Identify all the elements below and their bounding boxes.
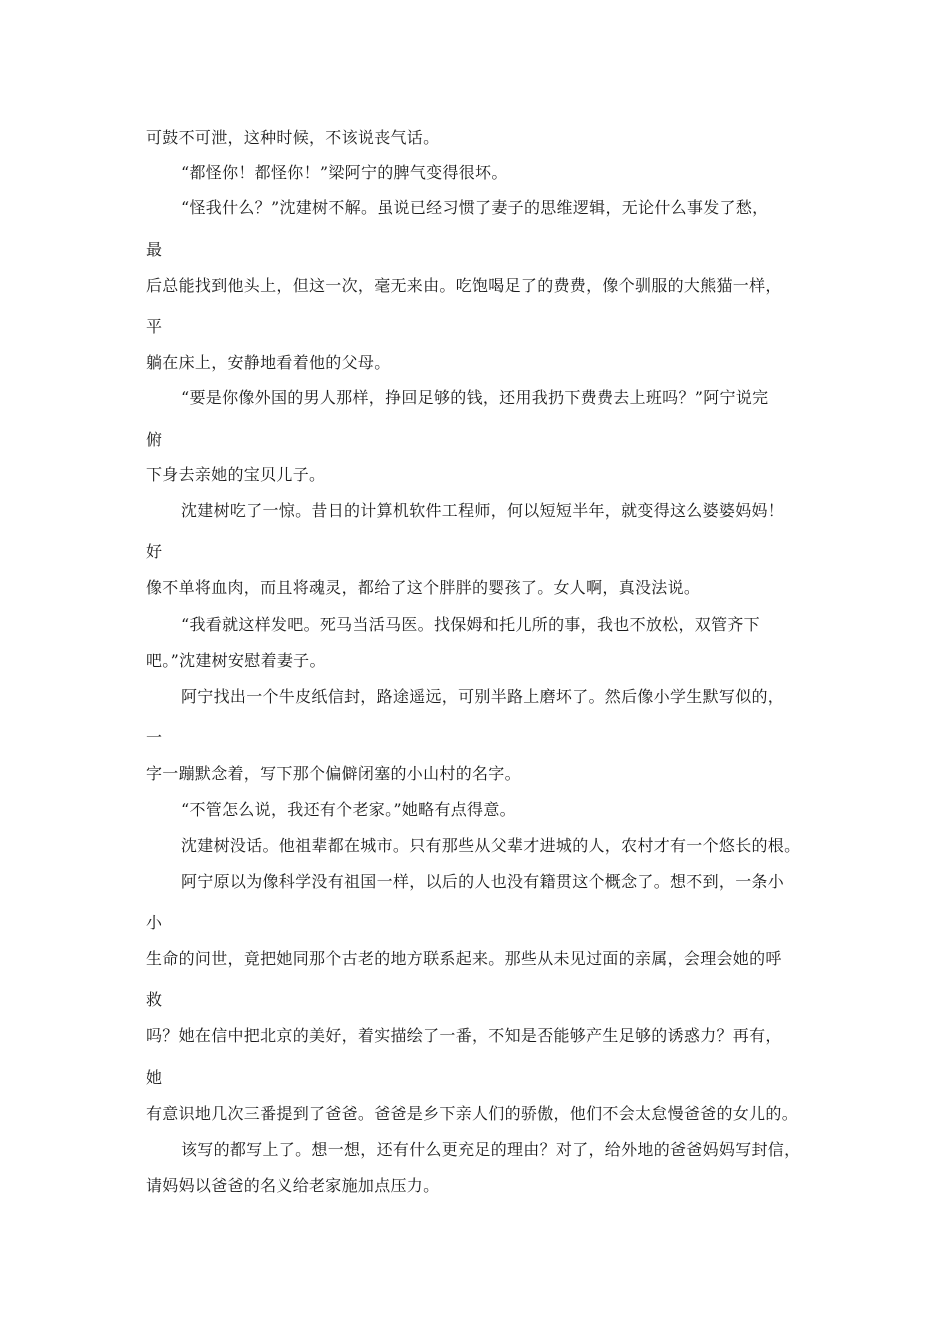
- text-line: “要是你像外国的男人那样，挣回足够的钱，还用我扔下费费去上班吗？”阿宁说完: [181, 388, 769, 407]
- text-line: 吗？她在信中把北京的美好，着实描绘了一番，不知是否能够产生足够的诱惑力？再有，: [146, 1026, 782, 1045]
- text-line: 可鼓不可泄，这种时候，不该说丧气话。: [146, 128, 440, 147]
- text-line: 她: [146, 1068, 163, 1087]
- text-line: 沈建树吃了一惊。昔日的计算机软件工程师，何以短短半年，就变得这么婆婆妈妈！: [181, 501, 785, 520]
- text-line: “不管怎么说，我还有个老家。”她略有点得意。: [181, 800, 516, 819]
- text-line: “怪我什么？”沈建树不解。虽说已经习惯了妻子的思维逻辑，无论什么事发了愁，: [181, 198, 769, 217]
- text-line: 请妈妈以爸爸的名义给老家施加点压力。: [146, 1176, 440, 1195]
- text-line: 平: [146, 317, 163, 336]
- text-line: 躺在床上，安静地看着他的父母。: [146, 353, 391, 372]
- text-line: 阿宁原以为像科学没有祖国一样，以后的人也没有籍贯这个概念了。想不到，一条小: [181, 872, 785, 891]
- text-line: “都怪你！都怪你！”梁阿宁的脾气变得很坏。: [181, 163, 508, 182]
- text-line: “我看就这样发吧。死马当活马医。找保姆和托儿所的事，我也不放松，双管齐下: [181, 615, 760, 634]
- text-line: 字一蹦默念着，写下那个偏僻闭塞的小山村的名字。: [146, 764, 521, 783]
- text-line: 最: [146, 240, 163, 259]
- text-line: 生命的问世，竟把她同那个古老的地方联系起来。那些从未见过面的亲属，会理会她的呼: [146, 949, 782, 968]
- text-line: 小: [146, 913, 163, 932]
- text-line: 后总能找到他头上，但这一次，毫无来由。吃饱喝足了的费费，像个驯服的大熊猫一样，: [146, 276, 782, 295]
- text-line: 吧。”沈建树安慰着妻子。: [146, 651, 326, 670]
- text-line: 救: [146, 990, 163, 1009]
- text-line: 好: [146, 542, 163, 561]
- text-line: 有意识地几次三番提到了爸爸。爸爸是乡下亲人们的骄傲，他们不会太怠慢爸爸的女儿的。: [146, 1104, 799, 1123]
- text-line: 阿宁找出一个牛皮纸信封，路途遥远，可别半路上磨坏了。然后像小学生默写似的，: [181, 687, 785, 706]
- text-line: 沈建树没话。他祖辈都在城市。只有那些从父辈才进城的人，农村才有一个悠长的根。: [181, 836, 801, 855]
- text-line: 像不单将血肉，而且将魂灵，都给了这个胖胖的婴孩了。女人啊，真没法说。: [146, 578, 701, 597]
- text-line: 该写的都写上了。想一想，还有什么更充足的理由？对了，给外地的爸爸妈妈写封信，: [181, 1140, 801, 1159]
- text-line: 一: [146, 728, 163, 747]
- text-line: 下身去亲她的宝贝儿子。: [146, 465, 326, 484]
- text-line: 俯: [146, 430, 163, 449]
